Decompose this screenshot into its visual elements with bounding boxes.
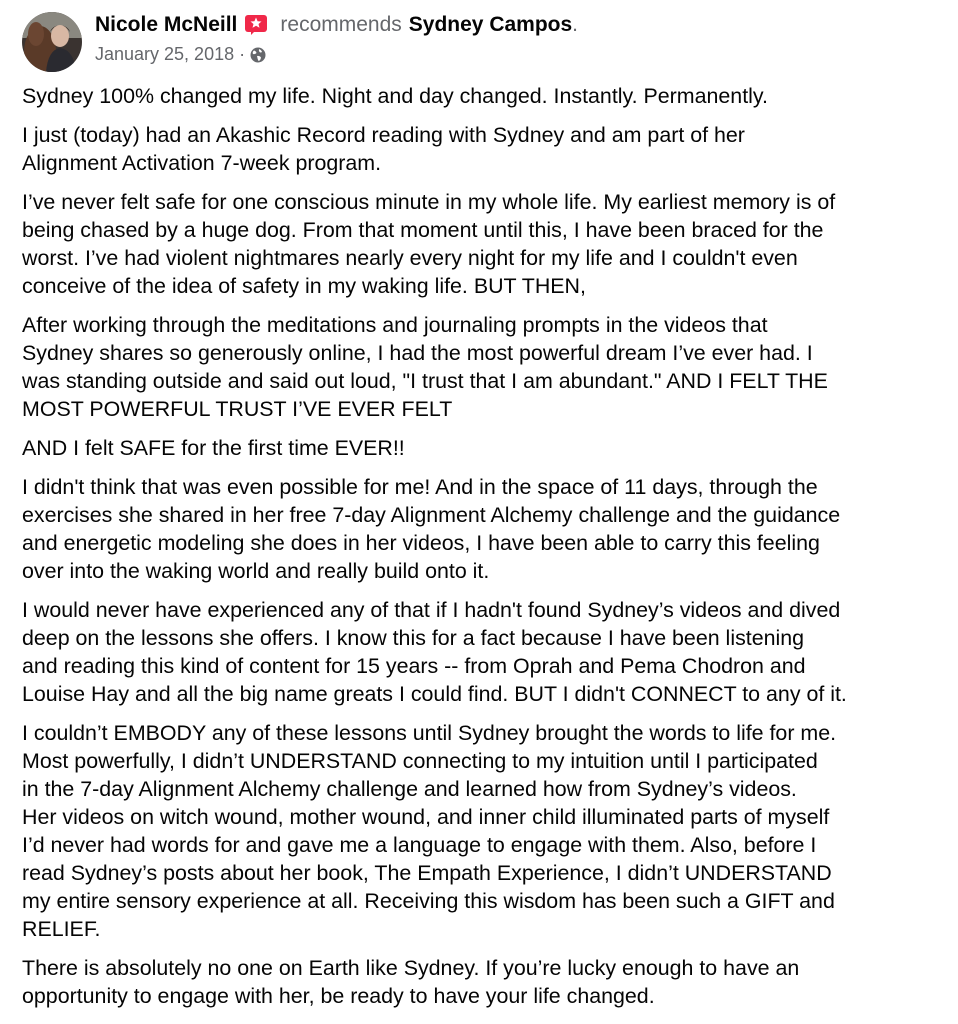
recommends-text: recommends [280, 13, 402, 36]
post-paragraph: AND I felt SAFE for the first time EVER!! [22, 436, 405, 460]
post-paragraph: Sydney 100% changed my life. Night and day changed. Instantly. Permanently. [22, 84, 768, 108]
recommended-page-name[interactable]: Sydney Campos [408, 13, 573, 36]
post-body [22, 82, 952, 1021]
post-paragraph: I didn't think that was even possible for me! And in the space of 11 days, through the exercises she shared in her free 7-day Alignment Alchemy challenge and the guidance and energetic modeling she does in her videos, I have been able to carry this feeling over into the waking world and really build onto it. [22, 475, 841, 583]
globe-icon[interactable] [250, 46, 266, 62]
post-date[interactable]: January 25, 2018 [95, 44, 235, 64]
post-title-line [95, 12, 578, 38]
post-paragraph: I couldn’t EMBODY any of these lessons until Sydney brought the words to life for me. Most powerfully, I didn’t UNDERSTAND connecting to my intuition until I participated in the 7-day Alignment Alchemy challenge and learned how from Sydney’s videos. Her videos on witch wound, mother wound, and inner child illuminated parts of myself I’d never had words for and gave me a language to engage with them. Also, before I read Sydney’s posts about her book, The Empath Experience, I didn’t UNDERSTAND my entire sensory experience at all. Receiving this wisdom has been such a GIFT and RELIEF. [22, 721, 837, 941]
post-paragraph: After working through the meditations and journaling prompts in the videos that Sydney shares so generously online, I had the most powerful dream I’ve ever had. I was standing outside and said out loud, "I trust that I am abundant." AND I FELT THE MOST POWERFUL TRUST I’VE EVER FELT [22, 313, 828, 421]
post-paragraph: I just (today) had an Akashic Record reading with Sydney and am part of her Alignment Activation 7-week program. [22, 123, 745, 175]
post-header [22, 12, 578, 74]
post-subtitle-line [95, 43, 578, 65]
meta-separator: · [239, 44, 246, 64]
avatar[interactable] [22, 12, 82, 72]
post-paragraph: I would never have experienced any of that if I hadn't found Sydney’s videos and dived deep on the lessons she offers. I know this for a fact because I have been listening and reading this kind of content for 15 years -- from Oprah and Pema Chodron and Louise Hay and all the big name greats I could find. BUT I didn't CONNECT to any of it. [22, 598, 847, 706]
author-name[interactable]: Nicole McNeill [95, 13, 238, 36]
title-period: . [572, 13, 579, 36]
post-meta [95, 12, 578, 65]
post-paragraph: There is absolutely no one on Earth like Sydney. If you’re lucky enough to have an opportunity to engage with her, be ready to have your life changed. [22, 956, 800, 1008]
recommend-star-icon [244, 14, 268, 36]
post-paragraph: I’ve never felt safe for one conscious minute in my whole life. My earliest memory is of being chased by a huge dog. From that moment until this, I have been braced for the worst. I’ve had violent nightmares nearly every night for my life and I couldn't even conceive of the idea of safety in my waking life. BUT THEN, [22, 190, 836, 298]
